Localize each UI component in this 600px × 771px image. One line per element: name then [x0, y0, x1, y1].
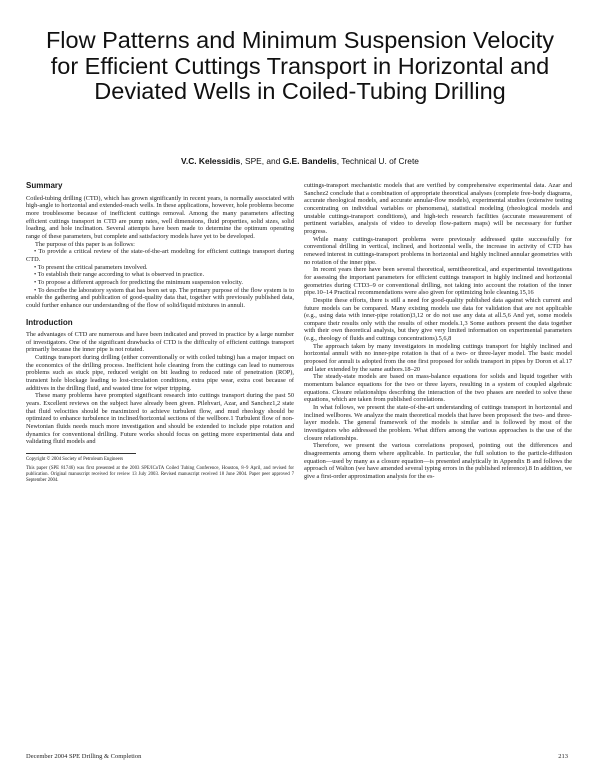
- author-affiliation-2: , Technical U. of Crete: [336, 156, 419, 166]
- author-kelessidis: V.C. Kelessidis: [181, 156, 241, 166]
- body-paragraph: cuttings-transport mechanistic models that are verified by comprehensive experimental data. Azar and Sanchez2 conclude that a combination of appropriate theoretical analyses (complete free-body diagrams, accurate rheological models, and accurate annular-flow models), experimental studies (extensive testing concentrating on individual variables or phenomena), statistical modeling (rheological models and unstable cuttings-transport conditions), and high-tech research facilities (accurate measurement of pertinent variables, analysis of video to develop flow-pattern maps) will be necessary for further progress.: [304, 182, 572, 235]
- author-affiliation-1: , SPE, and: [240, 156, 283, 166]
- publication-note: This paper (SPE 81746) was first presented at the 2003 SPE/ICoTA Coiled Tubing Conference, Houston, 8–9 April, and revised for publication. Original manuscript received for review 13 July 2003. Revised manuscript received 18 June 2004. Paper peer approved 7 September 2004.: [26, 466, 294, 483]
- intro-paragraph: These many problems have prompted significant research into cuttings transport during the past 50 years. Excellent reviews on the subject have already been given. Pilehvari, Azar, and Sanchez1,2 state that fluid velocities should be maximized to achieve turbulent flow, and mud rheology should be optimized to enhance turbulence in inclined/horizontal sections of the wellbore.1 Turbulent flow of non-Newtonian fluids needs much more investigation and should be extended to include pipe rotation and dynamics for conventional drilling. Future works should focus on getting more experimental data and validating fluid models and: [26, 392, 294, 446]
- summary-bullet: • To establish their range according to what is observed in practice.: [34, 271, 205, 279]
- summary-bullet: • To propose a different approach for predicting the minimum suspension velocity.: [34, 278, 244, 286]
- summary-heading: Summary: [26, 181, 63, 190]
- body-paragraph: While many cuttings-transport problems were previously addressed quite successfully for conventional drilling in vertical, inclined, and horizontal wells, the increase in activity of CTD has renewed interest in cuttings-transport problems in horizontal and highly inclined annular geometries with no rotation of the inner pipe.: [304, 235, 572, 266]
- summary-paragraph: The purpose of this paper is as follows:: [35, 240, 135, 248]
- right-column: [304, 182, 572, 481]
- body-paragraph: The steady-state models are based on mass-balance equations for solids and liquid together with momentum balance equations for the two or three layers, resulting in a system of coupled algebraic equations. Closure relationships describing the interaction of the two phases are needed to solve these equations, which are taken from published correlations.: [304, 373, 572, 404]
- introduction-heading: Introduction: [26, 317, 73, 327]
- body-paragraph: The approach taken by many investigators in modeling cuttings transport for highly inclined and horizontal annuli with no inner-pipe rotation is that of a two- or three-layer model. The basic model proposed for annuli is adopted from the one first proposed for solids transport in pipes by Doron et al.17 and later extended by the same authors.18–20: [304, 342, 572, 373]
- intro-paragraph: Cuttings transport during drilling (either conventionally or with coiled tubing) has a major impact on the economics of the drilling process. Inefficient hole cleaning from the cuttings can lead to numerous problems such as stuck pipe, reduced weight on bit leading to reduced rate of penetration (ROP), transient hole blockage leading to lost-circulation conditions, extra pipe wear, extra cost because of additives in the drilling fluid, and wasted time for wiper tripping.: [26, 354, 294, 392]
- author-bandelis: G.E. Bandelis: [282, 156, 337, 166]
- paper-title: Flow Patterns and Minimum Suspension Velocity for Efficient Cuttings Transport in Horizontal and Deviated Wells in Coiled-Tubing Drilling: [45, 27, 555, 104]
- journal-footer: December 2004 SPE Drilling & Completion: [26, 753, 142, 760]
- copyright-note: Copyright © 2004 Society of Petroleum Engineers: [26, 457, 124, 462]
- summary-paragraph: Coiled-tubing drilling (CTD), which has grown significantly in recent years, is normally associated with high-angle to horizontal and extended-reach wells. In these applications, however, hole problems become more troublesome because of inefficient cuttings removal. Among the many parameters affecting efficient cuttings transport in CTD are pump rates, well dimensions, fluid properties, solid sizes, solid loading, and hole inclination. Several attempts have been made to determine the optimum operating range of these parameters, but complete and satisfactory models have yet to be developed.: [26, 194, 294, 240]
- body-paragraph: Therefore, we present the various correlations proposed, pointing out the differences and disagreements among them where applicable. In particular, the full solution to the particle-diffusion equation—used by many as a closure equation—is presented analytically in Appendix B and follows the approach of Walton (we have amended several typing errors in the published reference).8 In addition, we give a first-order approximation analysis for the es-: [304, 442, 572, 480]
- page-number: 213: [558, 753, 568, 760]
- summary-bullet: • To provide a critical review of the state-of-the-art modeling for efficient cuttings transport during CTD.: [26, 248, 294, 263]
- author-line: [40, 156, 560, 166]
- body-paragraph: In what follows, we present the state-of-the-art understanding of cuttings transport in horizontal and inclined wellbores. We analyze the main theoretical models that have been proposed: the two- and three-layer models. The general framework of the models is similar and is followed by most of the investigators who addressed the problem. What differs among the various approaches is the use of the closure relationships.: [304, 404, 572, 442]
- footnote-divider: [26, 453, 136, 454]
- left-column: [26, 180, 294, 484]
- summary-bullet: • To describe the laboratory system that has been set up. The primary purpose of the flow system is to enable the gathering and publication of good-quality data that, together with previously published data, could further enhance our understanding of the flow of solid/liquid mixtures in annuli.: [26, 286, 294, 309]
- body-paragraph: In recent years there have been several theoretical, semitheoretical, and experimental investigations for assessing the important parameters for efficient cuttings transport in highly inclined and horizontal geometries during CTD3–9 or conventional drilling, not taking into account the rotation of the inner pipe.10–14 Practical recommendations were also given for optimizing hole cleaning.15,16: [304, 266, 572, 297]
- body-paragraph: Despite these efforts, there is still a need for good-quality published data against which current and future models can be compared. Many existing models use data for validation that are not applicable (e.g., using data with inner-pipe rotation)3,12 or do not use any data at all.5,6 And yet, some models compare their results only with the results of other models.1,3 Some authors present the data together with their own theoretical analysis, but they give very limited information on experimental parameters (e.g., rheology of fluids and cuttings concentrations).5,6,8: [304, 296, 572, 343]
- intro-paragraph: The advantages of CTD are numerous and have been indicated and proved in practice by a large number of investigators. One of the significant drawbacks of CTD is the difficulty of efficient cuttings transport primarily because the inner pipe is not rotated.: [26, 331, 294, 354]
- summary-bullet: • To present the critical parameters involved.: [34, 263, 148, 271]
